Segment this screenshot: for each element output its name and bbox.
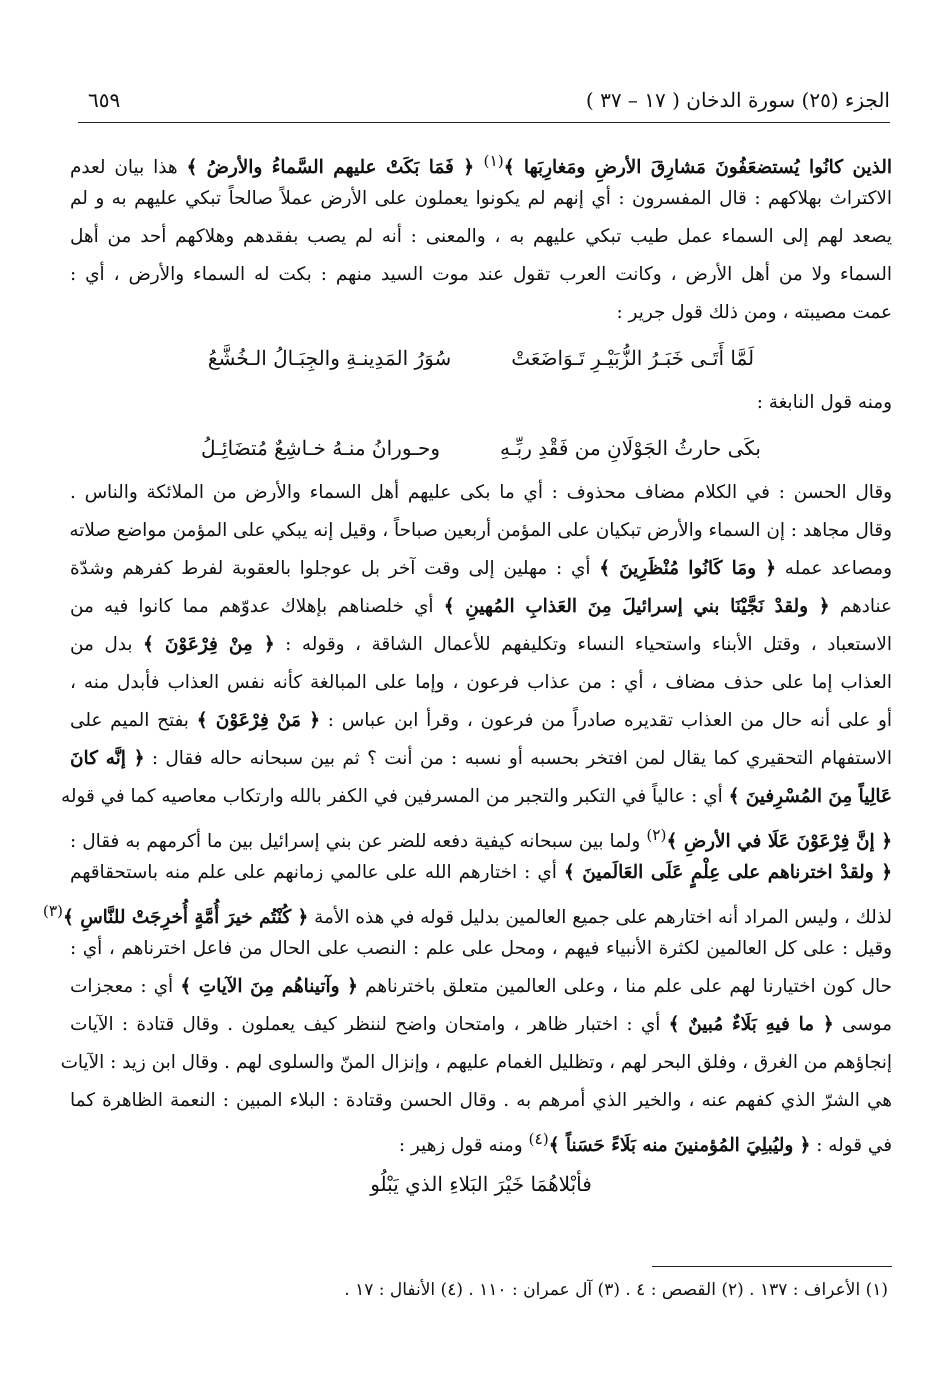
quran-quote: ﴿ ولقدْ نَجَّيْنَا بني إسرائيلَ مِنَ العَذابِ المُهينِ ﴾: [443, 596, 830, 617]
quran-quote: ﴿ ولقدْ اخترناهم على عِلْمٍ عَلَى العَالَمينَ ﴾: [563, 862, 893, 883]
text-segment: عمت مصيبته ، ومن ذلك قول جرير :: [616, 302, 892, 323]
text-segment: الاستفهام التحقيري كما يقال لمن افتخر بحسبه أو نسبه : من أنت ؟ ثم بين سبحانه حاله فقال :: [144, 748, 892, 769]
text-segment: يصعد لهم إلى السماء عمل طيب تبكي عليهم به ، والمعنى : أنه لم يصب بفقدهم وهلاكهم أحد من أهل: [70, 226, 892, 247]
verse-second-hemistich: سُوَرُ المَدِينـةِ والجِبَـالُ الـخُشَّعُ: [207, 346, 452, 370]
poetry-verse-nabigha: [70, 422, 892, 474]
text-segment: السماء ولا من أهل الأرض ، وكانت العرب تقول عند موت السيد منهم : بكت له السماء والأرض ، أي :: [70, 264, 892, 285]
quran-quote: ﴿ إنَّ فِرْعَوْنَ عَلَا في الأرضِ ﴾: [666, 831, 893, 853]
text-line: [70, 854, 892, 892]
text-segment: الاكتراث بهلاكهم : قال المفسرون : أي إنهم لم يكونوا يعملون على الأرض عملاً صالحاً تبكي عليهم به و لم: [70, 188, 892, 209]
poetry-verse-zuhair: [70, 1158, 892, 1210]
text-line: [70, 968, 892, 1006]
text-segment: وقيل : على كل العالمين لكثرة الأنبياء فيهم ، ومحل على علم : النصب على الحال من فاعل اخترناهم ، أي :: [70, 938, 892, 959]
header-title: الجزء (٢٥) سورة الدخان ( ١٧ – ٣٧ ): [585, 88, 890, 112]
text-segment: وقال مجاهد : إن السماء والأرض تبكيان على المؤمن أربعين صباحاً ، وقيل إنه يبكي على المؤمن مواضع صلاته: [69, 520, 892, 541]
text-segment: عنادهم: [829, 596, 892, 617]
quran-quote: ﴿ وآتيناهُم مِنَ الآياتِ ﴾: [180, 976, 358, 997]
text-line: [70, 474, 892, 512]
text-line: [60, 1044, 892, 1082]
text-segment: ومنه قول النابغة :: [756, 392, 892, 413]
text-segment: إنجاؤهم من الغرق ، وفلق البحر لهم ، وتظليل الغمام عليهم ، وإنزال المنّ والسلوى لهم . وقال ابن زيد : الآيات: [60, 1052, 892, 1073]
running-header: [78, 88, 890, 123]
text-line: [70, 588, 892, 626]
text-line: [70, 702, 892, 740]
text-segment: وقال الحسن : في الكلام مضاف محذوف : أي ما بكى عليهم أهل السماء والأرض من الملائكة والناس .: [70, 482, 892, 503]
text-line: [70, 550, 892, 588]
text-segment: أي : اختبار ظاهر ، وامتحان واضح لننظر كيف يعملون . وقال قتادة : الآيات: [70, 1014, 669, 1035]
text-segment: أي خلصناهم بإهلاك عدوّهم مما كانوا فيه من: [70, 596, 444, 617]
text-line: [70, 1006, 892, 1044]
text-line: [70, 512, 892, 550]
text-line: [70, 664, 892, 702]
text-segment: هذا بيان لعدم: [70, 157, 187, 179]
text-line: [70, 626, 892, 664]
text-segment: أي : معجزات: [70, 976, 181, 997]
footnote-divider: [652, 1266, 892, 1267]
footnote-marker: (٢): [646, 826, 667, 844]
text-segment: حال كون اختيارنا لهم على علم منا ، وعلى العالمين متعلق باخترناهم: [357, 976, 892, 997]
poetry-verse-jarir: [70, 332, 892, 384]
text-line: [70, 384, 892, 422]
text-segment: موسى: [833, 1014, 892, 1035]
text-line: [42, 892, 892, 930]
footnotes: (١) الأعراف : ١٣٧ . (٢) القصص : ٤ . (٣) آل عمران : ١١٠ . (٤) الأنفال : ١٧ .: [344, 1280, 888, 1300]
text-segment: ومنه قول زهير :: [398, 1135, 529, 1157]
text-segment: في قوله :: [810, 1135, 892, 1157]
text-segment: أي : عالياً في التكبر والتجبر من المسرفين في الكفر بالله وارتكاب معاصيه كما في قوله: [60, 786, 729, 807]
footnote-marker: (١): [483, 152, 504, 170]
quran-quote: ﴿ مِنْ فِرْعَوْنَ ﴾: [143, 634, 275, 655]
text-segment: ومصاعد عمله: [776, 558, 892, 579]
verse-hemistich: فأبْلاهُمَا خَيْرَ البَلاءِ الذي يَبْلُو: [370, 1172, 592, 1196]
text-line: [70, 294, 892, 332]
text-line: [70, 740, 892, 778]
text-line: [70, 930, 892, 968]
quran-quote: ﴿ فَمَا بَكَتْ عليهم السَّماءُ والأرضُ ﴾: [186, 157, 484, 179]
text-segment: بدل من: [70, 634, 144, 655]
text-line: [70, 142, 892, 180]
text-segment: العذاب إما على حذف مضاف ، أي : من عذاب فرعون ، وإما على المبالغة كأنه نفس العذاب فأبدل منه ،: [70, 672, 892, 693]
quran-quote: ﴿ وليُبلِيَ المُؤمنينَ منه بَلَاءً حَسَناً ﴾: [548, 1135, 811, 1157]
commentary-text: [42, 142, 893, 1210]
footnote-marker: (٣): [42, 902, 64, 920]
text-segment: أو على أنه حال من العذاب تقديره صادراً من فرعون ، وقرأ ابن عباس :: [320, 710, 893, 731]
footnote-marker: (٤): [528, 1130, 549, 1148]
text-line: [70, 1082, 892, 1120]
text-line: [70, 218, 892, 256]
quran-quote: عَالِياً مِنَ المُسْرِفينَ ﴾: [728, 786, 892, 807]
text-line: [70, 180, 892, 218]
text-segment: أي : اختارهم الله على عالمي زمانهم على علم منه باستحقاقهم: [70, 862, 564, 883]
text-segment: بفتح الميم على: [70, 710, 197, 731]
text-segment: لذلك ، وليس المراد أنه اختارهم على جميع العالمين بدليل قوله في هذه الأمة: [308, 907, 892, 929]
quran-quote: ﴿ ومَا كَانُوا مُنْظَرِينَ ﴾: [599, 558, 777, 579]
verse-second-hemistich: وحـورانُ منـهُ خـاشِعٌ مُتضَائِـلُ: [201, 436, 441, 460]
verse-first-hemistich: لَمَّا أَتَـى خَبَـرُ الزُّبَيْـرِ تَـوَاضَعَتْ: [511, 346, 755, 370]
verse-first-hemistich: بكَى حارثُ الجَوْلَانِ من فَقْدِ ربِّـهِ: [500, 436, 761, 460]
quran-quote: ﴿ مَنْ فِرْعَوْنَ ﴾: [196, 710, 321, 731]
quran-quote: ﴿ كُنْتُم خيرَ أُمَّةٍ أُخرِجَتْ للنَّاسِ ﴾: [63, 907, 309, 929]
text-line: [60, 778, 892, 816]
text-segment: ولما بين سبحانه كيفية دفعه للضر عن بني إسرائيل بين ما أكرمهم به فقال :: [70, 831, 647, 853]
page-number: ٦٥٩: [88, 88, 121, 112]
text-line: [70, 256, 892, 294]
text-line: [70, 1120, 892, 1158]
quran-quote: ﴿ ما فيهِ بَلَاءٌ مُبينٌ ﴾: [668, 1014, 834, 1035]
text-segment: هي الشرّ الذي كفهم عنه ، والخير الذي أمرهم به . وقال الحسن وقتادة : البلاء المبين : النعمة الظاهرة كما: [70, 1090, 892, 1111]
text-segment: أي : مهلين إلى وقت آخر بل عوجلوا بالعقوبة لفرط كفرهم وشدّة: [70, 558, 600, 579]
text-segment: الاستعباد ، وقتل الأبناء واستحياء النساء وتكليفهم للأعمال الشاقة ، وقوله :: [274, 634, 892, 655]
quran-quote: الذين كانُوا يُستضعَفُونَ مَشارِقَ الأرضِ ومَغارِبَها ﴾: [503, 157, 892, 179]
text-line: [70, 816, 892, 854]
quran-quote: ﴿ إنَّه كانَ: [70, 748, 145, 769]
